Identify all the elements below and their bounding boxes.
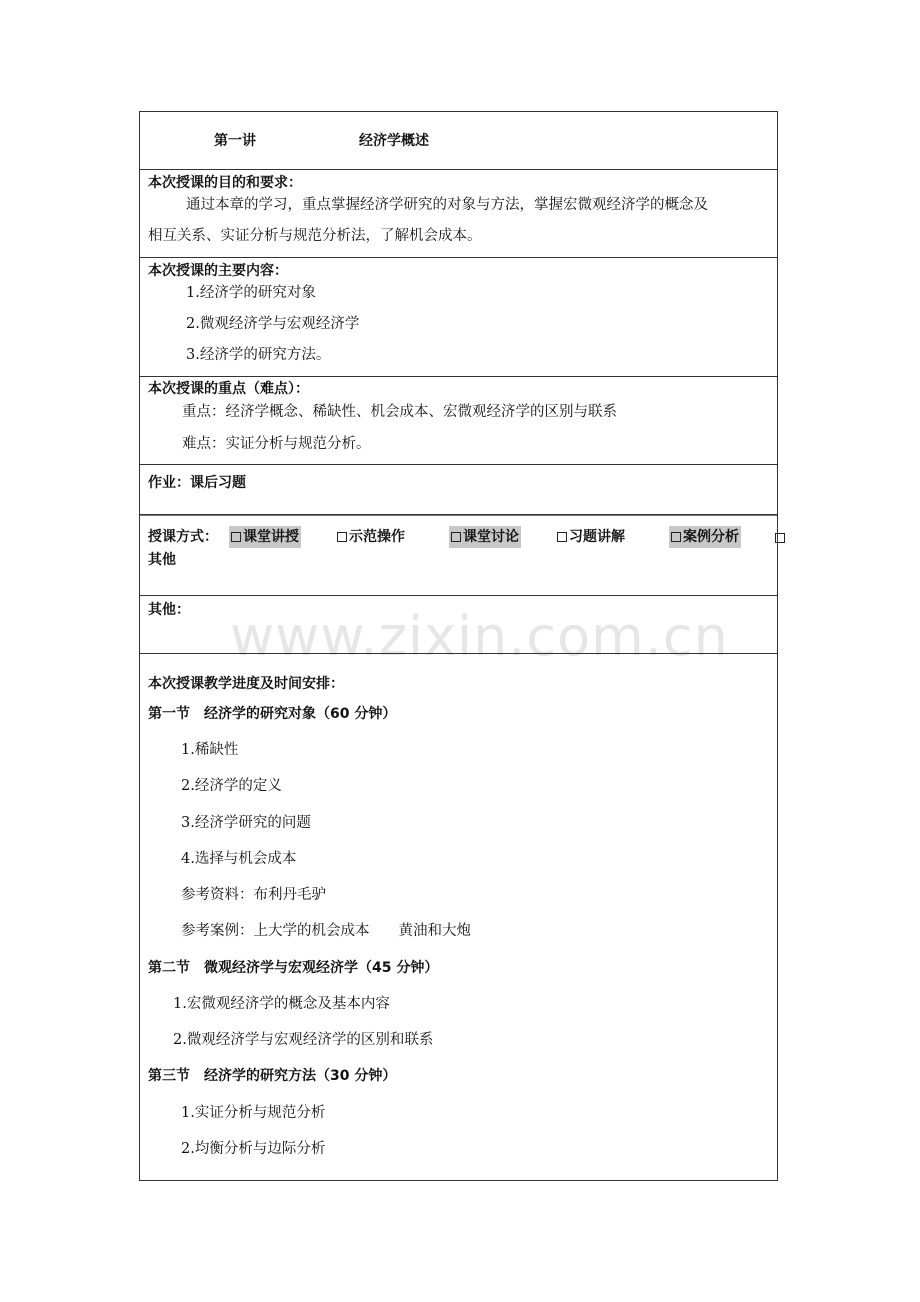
- content-item: 2.微观经济学与宏观经济学: [186, 316, 360, 332]
- method-label: 示范操作: [349, 529, 405, 545]
- lesson-plan-table: [139, 111, 778, 1181]
- section-3-title: 第三节 经济学的研究方法（30 分钟）: [148, 1068, 397, 1084]
- keypoints-row: [140, 377, 777, 465]
- objectives-line-2: 相互关系、实证分析与规范分析法，了解机会成本。: [148, 228, 482, 244]
- lecture-number: 第一讲: [214, 133, 256, 149]
- content-item: 3.经济学的研究方法。: [186, 347, 331, 363]
- header-row: [140, 112, 777, 170]
- checkbox-icon: [337, 532, 347, 542]
- schedule-heading: 本次授课教学进度及时间安排：: [148, 676, 344, 692]
- other-row: [140, 596, 777, 654]
- content-heading: 本次授课的主要内容：: [148, 263, 288, 279]
- checkbox-icon: [557, 532, 567, 542]
- checkbox-icon: [671, 532, 681, 542]
- content-item: 1.经济学的研究对象: [186, 285, 316, 301]
- section-1-item: 2.经济学的定义: [181, 778, 282, 794]
- section-1-item: 3.经济学研究的问题: [181, 815, 311, 831]
- section-1-item: 1.稀缺性: [181, 742, 239, 758]
- method-label: 课堂讨论: [463, 529, 519, 545]
- section-2-title: 第二节 微观经济学与宏观经济学（45 分钟）: [148, 960, 439, 976]
- objectives-line-1: 通过本章的学习，重点掌握经济学研究的对象与方法，掌握宏微观经济学的概念及: [186, 197, 708, 213]
- method-discussion-checkbox[interactable]: [449, 526, 521, 548]
- watermark: www.zixin.com.cn: [230, 605, 729, 668]
- schedule-row: [140, 654, 777, 1180]
- keypoints-difficulty: 难点：实证分析与规范分析。: [182, 436, 371, 452]
- keypoints-focus: 重点：经济学概念、稀缺性、机会成本、宏微观经济学的区别与联系: [182, 404, 617, 420]
- other-label: 其他：: [148, 602, 190, 618]
- checkbox-icon: [451, 532, 461, 542]
- section-2-item: 1.宏微观经济学的概念及基本内容: [173, 996, 390, 1012]
- section-1-item: 4.选择与机会成本: [181, 851, 297, 867]
- method-label: 习题讲解: [569, 529, 625, 545]
- objectives-heading: 本次授课的目的和要求：: [148, 175, 302, 191]
- section-3-item: 2.均衡分析与边际分析: [181, 1141, 326, 1157]
- teaching-method-row: [140, 515, 777, 596]
- section-1-ref-material: 参考资料：布利丹毛驴: [181, 887, 326, 903]
- objectives-row: [140, 170, 777, 258]
- method-demo-checkbox[interactable]: [335, 526, 407, 548]
- method-label: 课堂讲授: [243, 529, 299, 545]
- homework-text: 作业：课后习题: [148, 475, 246, 491]
- content-row: [140, 258, 777, 377]
- keypoints-heading: 本次授课的重点（难点）：: [148, 381, 309, 397]
- lecture-title: 经济学概述: [359, 133, 429, 149]
- teaching-method-label: 授课方式：: [148, 529, 218, 545]
- method-label: 案例分析: [683, 529, 739, 545]
- section-2-item: 2.微观经济学与宏观经济学的区别和联系: [173, 1032, 434, 1048]
- section-3-item: 1.实证分析与规范分析: [181, 1105, 326, 1121]
- homework-row: [140, 465, 777, 515]
- checkbox-icon: [231, 532, 241, 542]
- method-exercise-checkbox[interactable]: [555, 526, 627, 548]
- method-other-checkbox[interactable]: [775, 533, 785, 543]
- method-lecture-checkbox[interactable]: [229, 526, 301, 548]
- section-1-ref-case: 参考案例：上大学的机会成本 黄油和大炮: [181, 923, 471, 939]
- section-1-title: 第一节 经济学的研究对象（60 分钟）: [148, 706, 397, 722]
- method-other-label: 其他: [148, 552, 176, 568]
- method-case-checkbox[interactable]: [669, 526, 741, 548]
